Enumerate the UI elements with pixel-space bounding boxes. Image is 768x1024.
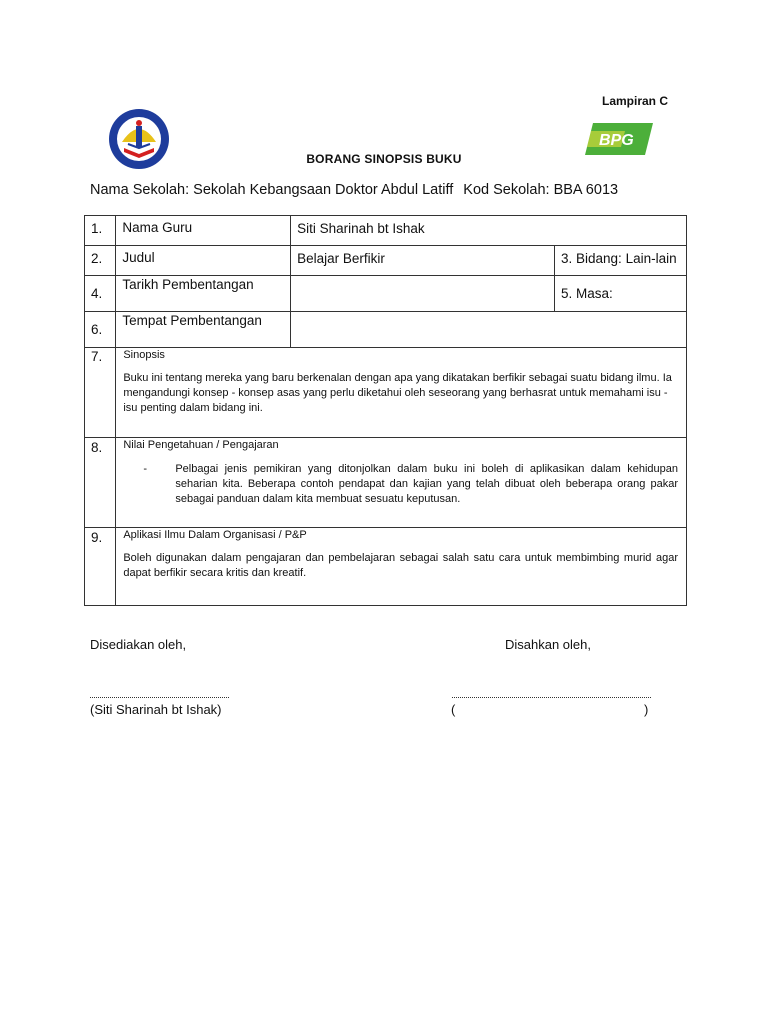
row-synopsis [85, 348, 687, 438]
field-label: Judul [116, 246, 291, 276]
teacher-name-value[interactable]: Siti Sharinah bt Ishak [291, 216, 687, 246]
prepared-signature-line[interactable] [90, 697, 229, 698]
field-masa[interactable]: 5. Masa: [555, 276, 687, 312]
field-label: Nama Guru [116, 216, 291, 246]
book-title-value[interactable]: Belajar Berfikir [291, 246, 555, 276]
form-title: BORANG SINOPSIS BUKU [306, 152, 462, 166]
row-application [85, 528, 687, 606]
prepared-by-label: Disediakan oleh, [90, 637, 187, 652]
row-number: 8. [85, 438, 116, 528]
school-name: Nama Sekolah: Sekolah Kebangsaan Doktor Abdul Latiff [90, 182, 454, 198]
bpg-logo-text: BPG [599, 132, 634, 149]
row-number: 4. [85, 276, 116, 312]
row-presentation-date [85, 276, 687, 312]
row-teacher-name [85, 216, 687, 246]
approved-by-close-paren: ) [644, 702, 649, 717]
row-knowledge-value [85, 438, 687, 528]
row-number: 6. [85, 312, 116, 348]
knowledge-value-text: Pelbagai jenis pemikiran yang ditonjolkan dalam buku ini boleh di aplikasikan dalam kehidupan seharian kita. Beberapa contoh pendapat dan kajian yang telah dibuat oleh beberapa orang pakar sebagai panduan dalam kita membuat sesuatu keputusan. [175, 463, 678, 505]
synopsis-cell[interactable] [116, 348, 687, 438]
field-label: Tempat Pembentangan [116, 312, 291, 348]
presentation-place-value[interactable] [291, 312, 687, 348]
section-heading: Nilai Pengetahuan / Pengajaran [123, 439, 279, 451]
list-item [123, 462, 678, 507]
row-title [85, 246, 687, 276]
field-bidang[interactable]: 3. Bidang: Lain-lain [555, 246, 687, 276]
approved-signature-line[interactable] [452, 697, 651, 698]
approved-by-label: Disahkan oleh, [505, 637, 591, 652]
synopsis-form-table [84, 215, 687, 606]
field-label: Tarikh Pembentangan [116, 276, 291, 312]
bullet-dash: - [143, 463, 147, 475]
row-number: 9. [85, 528, 116, 606]
prepared-by-name: (Siti Sharinah bt Ishak) [90, 702, 222, 717]
section-heading: Aplikasi Ilmu Dalam Organisasi / P&P [123, 529, 307, 541]
row-number: 7. [85, 348, 116, 438]
row-number: 1. [85, 216, 116, 246]
synopsis-text: Buku ini tentang mereka yang baru berkenalan dengan apa yang dikatakan berfikir sebagai suatu bidang ilmu. Ia mengandungi konsep - konsep asas yang perlu diketahui oleh seseorang yang berhasrat untuk memahami isu - isu penting dalam bidang ini. [123, 372, 672, 414]
school-code: Kod Sekolah: BBA 6013 [463, 182, 619, 198]
knowledge-value-cell[interactable] [116, 438, 687, 528]
row-number: 2. [85, 246, 116, 276]
appendix-label: Lampiran C [602, 94, 669, 108]
application-cell[interactable] [116, 528, 687, 606]
school-info-line [90, 182, 618, 198]
application-text: Boleh digunakan dalam pengajaran dan pembelajaran sebagai salah satu cara untuk membimbing murid agar dapat berfikir secara kritis dan kreatif. [123, 552, 678, 579]
approved-by-open-paren: ( [451, 702, 456, 717]
presentation-date-value[interactable] [291, 276, 555, 312]
section-heading: Sinopsis [123, 349, 165, 361]
row-presentation-place [85, 312, 687, 348]
